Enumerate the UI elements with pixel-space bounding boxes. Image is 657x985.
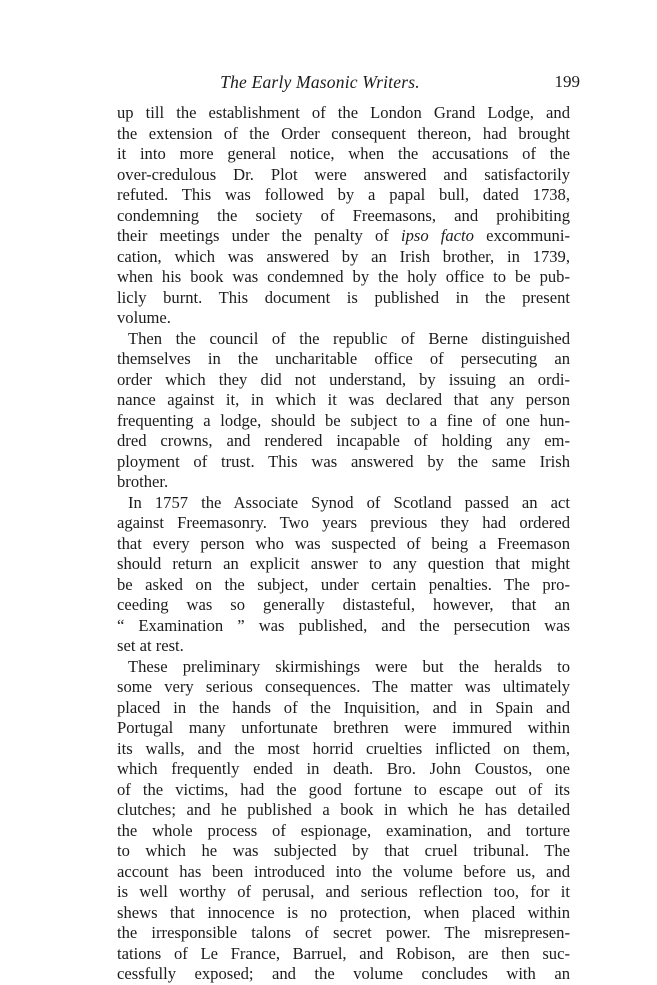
text-line: account has been introduced into the volume before us, and bbox=[117, 861, 570, 881]
text-line: up till the establishment of the London Grand Lodge, and bbox=[117, 103, 570, 122]
text-line: when his book was condemned by the holy office to be pub- bbox=[117, 267, 570, 286]
text-line: licly burnt. This document is published in the present bbox=[117, 287, 570, 307]
text-line: of the victims, had the good fortune to escape out of its bbox=[117, 779, 570, 799]
text-line: it into more general notice, when the accusations of the bbox=[117, 144, 570, 163]
text-line: against Freemasonry. Two years previous they had ordered bbox=[117, 513, 570, 532]
text-line: is well worthy of perusal, and serious reflection too, for it bbox=[117, 882, 570, 901]
text-line: some very serious consequences. The matter was ultimately bbox=[117, 677, 570, 696]
running-title: The Early Masonic Writers. bbox=[220, 72, 420, 92]
paragraph-start-line: In 1757 the Associate Synod of Scotland passed an act bbox=[128, 492, 570, 512]
text-line-with-italic bbox=[117, 226, 570, 247]
text-line: dred crowns, and rendered incapable of holding any em- bbox=[117, 431, 570, 450]
text-line: cation, which was answered by an Irish brother, in 1739, bbox=[117, 246, 570, 266]
text-line: over-credulous Dr. Plot were answered and satisfactorily bbox=[117, 164, 570, 184]
text-line: ceeding was so generally distasteful, however, that an bbox=[117, 595, 570, 614]
text-line: its walls, and the most horrid cruelties inflicted on them, bbox=[117, 738, 570, 758]
text-line: nance against it, in which it was declared that any person bbox=[117, 390, 570, 409]
text-line: tations of Le France, Barruel, and Robison, are then suc- bbox=[117, 943, 570, 963]
text-line: the extension of the Order consequent thereon, had brought bbox=[117, 123, 570, 143]
text-line: clutches; and he published a book in which he has detailed bbox=[117, 800, 570, 819]
italic-phrase: ipso facto bbox=[400, 226, 474, 245]
text-segment: excommuni- bbox=[473, 226, 570, 245]
paragraph-start-line: These preliminary skirmishings were but the heralds to bbox=[128, 656, 570, 676]
text-line: shews that innocence is no protection, when placed within bbox=[117, 902, 570, 922]
text-line: cessfully exposed; and the volume concludes with an bbox=[117, 964, 570, 983]
text-line: should return an explicit answer to any question that might bbox=[117, 554, 570, 573]
body-text bbox=[117, 103, 570, 985]
text-line: which frequently ended in death. Bro. John Coustos, one bbox=[117, 759, 570, 778]
paragraph-end-line: volume. bbox=[117, 308, 171, 327]
paragraph-end-line: set at rest. bbox=[117, 636, 184, 655]
text-line: refuted. This was followed by a papal bull, dated 1738, bbox=[117, 185, 570, 204]
text-line: to which he was subjected by that cruel tribunal. The bbox=[117, 841, 570, 860]
page-number: 199 bbox=[554, 72, 580, 91]
text-line: the whole process of espionage, examination, and torture bbox=[117, 820, 570, 840]
text-line: that every person who was suspected of being a Freemason bbox=[117, 533, 570, 553]
text-line: “ Examination ” was published, and the persecution was bbox=[117, 615, 570, 635]
text-line: condemning the society of Freemasons, and prohibiting bbox=[117, 205, 570, 225]
text-line: placed in the hands of the Inquisition, and in Spain and bbox=[117, 697, 570, 717]
running-head bbox=[140, 72, 580, 98]
paragraph-start-line: Then the council of the republic of Berne distinguished bbox=[128, 328, 570, 348]
paragraph-end-line: brother. bbox=[117, 472, 169, 491]
text-line: Portugal many unfortunate brethren were immured within bbox=[117, 718, 570, 737]
text-line: order which they did not understand, by issuing an ordi- bbox=[117, 369, 570, 389]
text-line: frequenting a lodge, should be subject to a fine of one hun- bbox=[117, 410, 570, 430]
text-line: ployment of trust. This was answered by the same Irish bbox=[117, 451, 570, 471]
text-line: be asked on the subject, under certain penalties. The pro- bbox=[117, 574, 570, 594]
text-line: the irresponsible talons of secret power. The misrepresen- bbox=[117, 923, 570, 942]
text-segment: their meetings under the penalty of bbox=[117, 226, 401, 245]
text-line: themselves in the uncharitable office of persecuting an bbox=[117, 349, 570, 368]
